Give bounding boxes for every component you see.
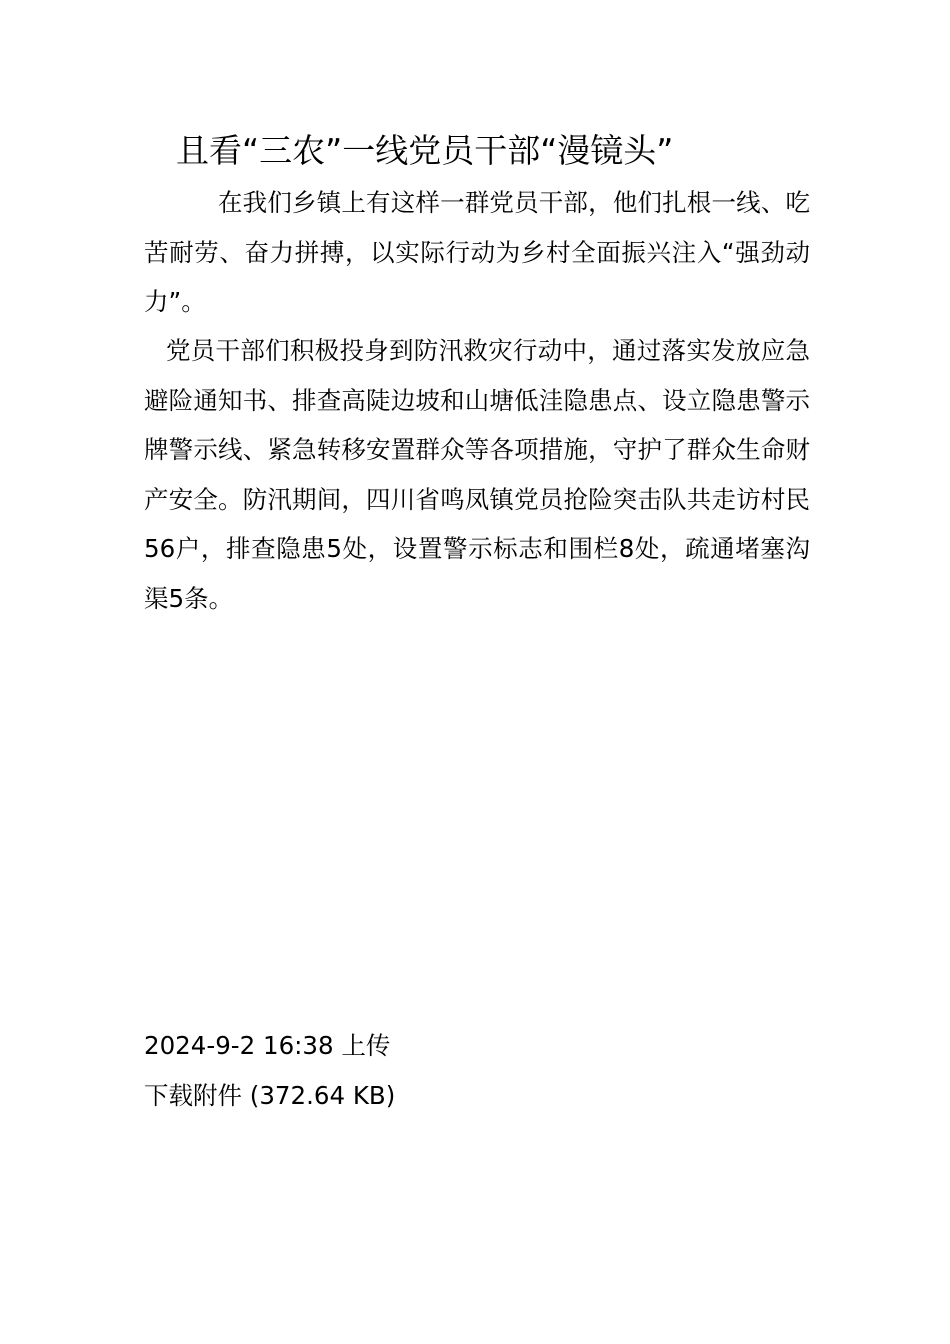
article-paragraph-1: 在我们乡镇上有这样一群党员干部，他们扎根一线、吃苦耐劳、奋力拼搏，以实际行动为乡村全面振兴注入“强劲动力”。 (144, 188, 810, 316)
article-paragraph-2: 党员干部们积极投身到防汛救灾行动中，通过落实发放应急避险通知书、排查高陡边坡和山塘低洼隐患点、设立隐患警示牌警示线、紧急转移安置群众等各项措施，守护了群众生命财产安全。防汛期间，四川省鸣凤镇党员抢险突击队共走访村民56户，排查隐患5处，设置警示标志和围栏8处，疏通堵塞沟渠5条。 (144, 336, 810, 613)
article-title: 且看“三农”一线党员干部“漫镜头” (176, 131, 674, 170)
upload-timestamp: 2024-9-2 16:38 上传 (144, 1031, 391, 1060)
download-attachment-link[interactable]: 下载附件 (372.64 KB) (144, 1081, 396, 1110)
